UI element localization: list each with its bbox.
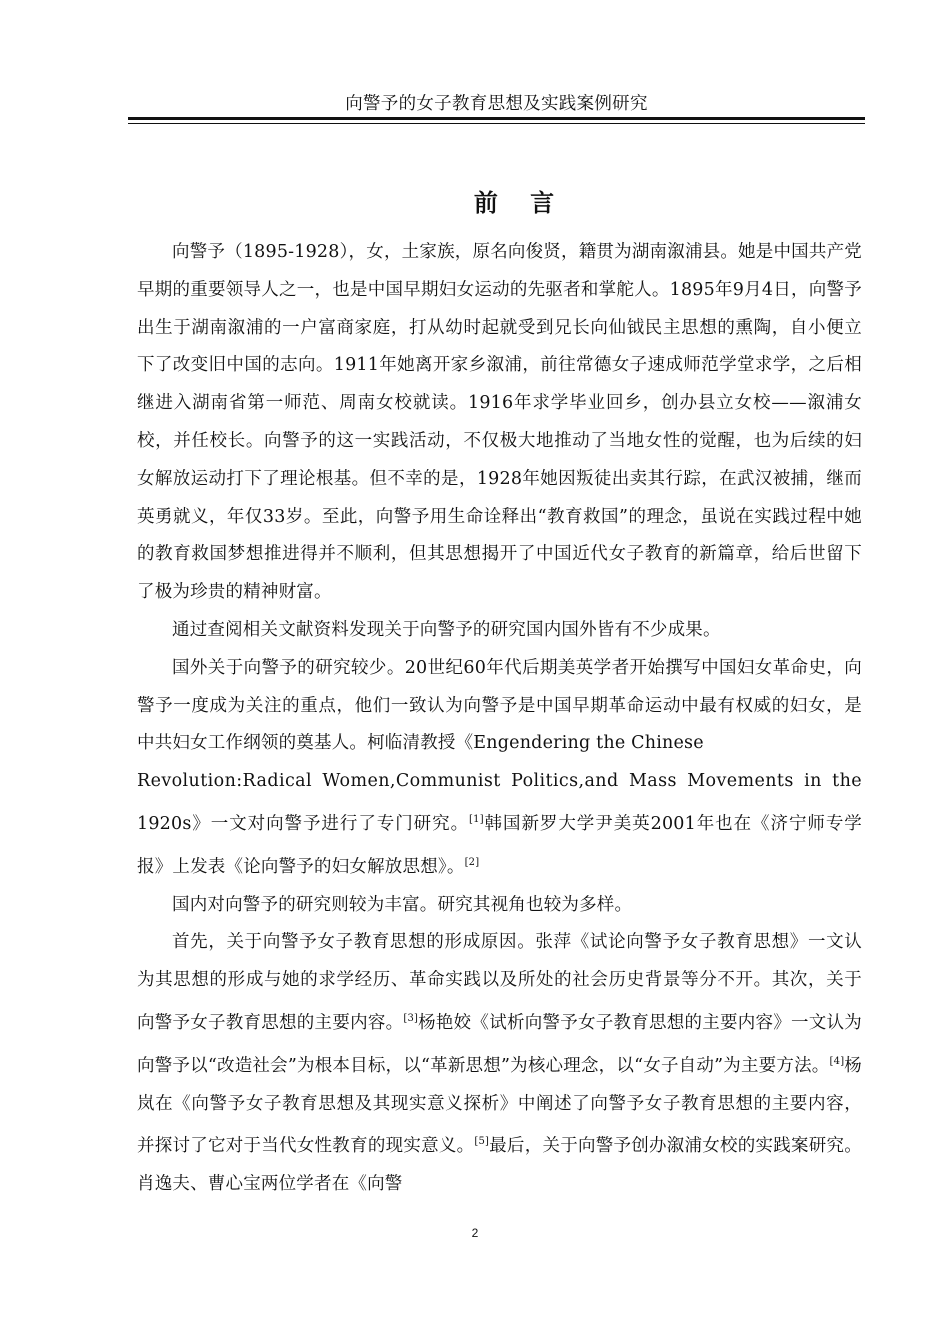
paragraph-text: 杨艳姣《试析向警予女子教育思想的主要内容》一文认为向警予以“改造社会”为根本目标，以“革新思想”为核心理念，以“女子自动”为主要方法。 bbox=[137, 1012, 863, 1076]
paragraph: 通过查阅相关文献资料发现关于向警予的研究国内国外皆有不少成果。 bbox=[172, 619, 721, 640]
citation: [5] bbox=[474, 1136, 490, 1148]
section-title: 前 言 bbox=[473, 188, 567, 217]
header-rule-thin bbox=[128, 123, 865, 124]
citation: [2] bbox=[464, 856, 480, 868]
paragraph-text: 杨岚在《向警予女子教育思想及其现实意义探析》中阐述了向警予女子教育思想的主要内容，并探讨了它对于当代女性教育的现实意义。 bbox=[137, 1055, 863, 1157]
paragraph: 向警予（1895-1928），女，土家族，原名向俊贤，籍贯为湖南溆浦县。她是中国共产党早期的重要领导人之一，也是中国早期妇女运动的先驱者和掌舵人。1895年9月4日，向警予出生于湖南溆浦的一户富商家庭，打从幼时起就受到兄长向仙钺民主思想的熏陶，自小便立下了改变旧中国的志向。1911年她离开家乡溆浦，前往常德女子速成师范学堂求学，之后相继进入湖南省第一师范、周南女校就读。1916年求学毕业回乡，创办县立女校——溆浦女校，并任校长。向警予的这一实践活动，不仅极大地推动了当地女性的觉醒，也为后续的妇女解放运动打下了理论根基。但不幸的是，1928年她因叛徒出卖其行踪，在武汉被捕，继而英勇就义，年仅33岁。至此，向警予用生命诠释出“教育救国”的理念，虽说在实践过程中她的教育救国梦想推进得并不顺利，但其思想揭开了中国近代女子教育的新篇章，给后世留下了极为珍贵的精神财富。 bbox=[137, 242, 862, 603]
paragraph-text-latin: Revolution:Radical Women,Communist Politics,and Mass Movements in the bbox=[137, 771, 862, 792]
paragraph-text: 最后，关于向警予创办溆浦女校的实践案研究。肖逸夫、曹心宝两位学者在《向警 bbox=[137, 1136, 862, 1195]
citation: [3] bbox=[403, 1012, 419, 1024]
citation: [1] bbox=[469, 813, 484, 825]
running-header: 向警予的女子教育思想及实践案例研究 bbox=[345, 94, 648, 114]
body-text bbox=[137, 234, 862, 1204]
paragraph bbox=[137, 924, 862, 1204]
paragraph-text: 1920s》一文对向警予进行了专门研究。 bbox=[137, 813, 470, 834]
paragraph-text: 首先，关于向警予女子教育思想的形成原因。张萍《试论向警予女子教育思想》一文认为其思想的形成与她的求学经历、革命实践以及所处的社会历史背景等分不开。其次，关于向警予女子教育思想的主要内容。 bbox=[137, 932, 862, 1033]
paragraph-text: 韩国新罗大学尹美英2001年也在《济宁师专学报》上发表《论向警予的妇女解放思想》。 bbox=[137, 813, 862, 877]
page-number: 2 bbox=[471, 1226, 479, 1240]
paragraph-text: 国外关于向警予的研究较少。20世纪60年代后期美英学者开始撰写中国妇女革命史，向警予一度成为关注的重点，他们一致认为向警予是中国早期革命运动中最有权威的妇女，是中共妇女工作纲领的奠基人。柯临清教授《Engendering the Chinese bbox=[137, 657, 862, 754]
citation: [4] bbox=[829, 1055, 845, 1067]
paragraph bbox=[137, 650, 862, 887]
paragraph: 国内对向警予的研究则较为丰富。研究其视角也较为多样。 bbox=[172, 894, 633, 915]
header-rule-thick bbox=[128, 117, 865, 120]
